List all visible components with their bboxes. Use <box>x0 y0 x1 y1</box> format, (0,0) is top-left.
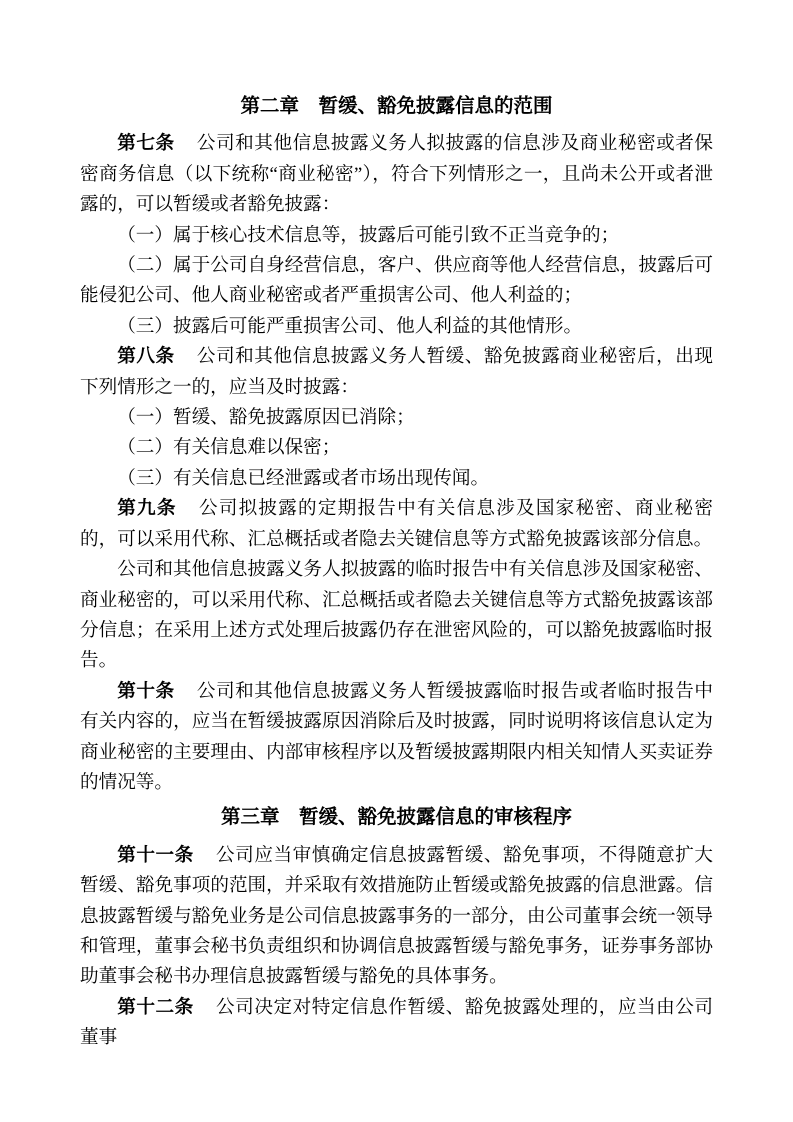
article-7-item-3: （三）披露后可能严重损害公司、他人利益的其他情形。 <box>117 315 583 337</box>
article-11-paragraph <box>80 841 713 993</box>
chapter-2-title: 暂缓、豁免披露信息的范围 <box>318 96 553 117</box>
chapter-2-heading <box>80 92 713 122</box>
article-11-text: 公司应当审慎确定信息披露暂缓、豁免事项，不得随意扩大暂缓、豁免事项的范围，并采取有效措施防止暂缓或豁免披露的信息泄露。信息披露暂缓与豁免业务是公司信息披露事务的一部分，由公司董事会统一领导和管理，董事会秘书负责组织和协调信息披露暂缓与豁免事务，证券事务部协助董事会秘书办理信息披露暂缓与豁免的具体事务。 <box>80 844 713 988</box>
chapter-3-heading <box>80 803 713 833</box>
chapter-2-number: 第二章 <box>240 96 299 117</box>
article-8-paragraph <box>80 342 713 403</box>
article-7-item-2: （二）属于公司自身经营信息，客户、供应商等他人经营信息，披露后可能侵犯公司、他人商业秘密或者严重损害公司、他人利益的； <box>80 255 713 307</box>
chapter-3-title: 暂缓、豁免披露信息的审核程序 <box>299 807 573 829</box>
article-9-paragraph-1 <box>80 494 713 555</box>
article-8-item-1: （一）暂缓、豁免披露原因已消除； <box>117 407 415 429</box>
article-8-item-3: （三）有关信息已经泄露或者市场出现传闻。 <box>117 467 490 489</box>
article-7-text: 公司和其他信息披露义务人拟披露的信息涉及商业秘密或者保密商务信息（以下统称“商业秘密”），符合下列情形之一，且尚未公开或者泄露的，可以暂缓或者豁免披露： <box>80 133 713 216</box>
article-12-label: 第十二条 <box>117 996 194 1018</box>
article-8-label: 第八条 <box>117 346 175 368</box>
article-12-text: 公司决定对特定信息作暂缓、豁免披露处理的，应当由公司董事 <box>80 996 713 1049</box>
article-8-item-2: （二）有关信息难以保密； <box>117 437 341 459</box>
article-9-label: 第九条 <box>117 498 177 520</box>
article-12-paragraph <box>80 993 713 1054</box>
article-10-label: 第十条 <box>117 680 175 702</box>
article-10-paragraph <box>80 677 713 799</box>
article-7-item-1: （一）属于核心技术信息等，披露后可能引致不正当竞争的； <box>117 224 620 246</box>
chapter-3-number: 第三章 <box>220 807 280 829</box>
article-9-text: 公司拟披露的定期报告中有关信息涉及国家秘密、商业秘密的，可以采用代称、汇总概括或者隐去关键信息等方式豁免披露该部分信息。 <box>80 498 713 550</box>
article-10-text: 公司和其他信息披露义务人暂缓披露临时报告或者临时报告中有关内容的，应当在暂缓披露原因消除后及时披露，同时说明将该信息认定为商业秘密的主要理由、内部审核程序以及暂缓披露期限内相关知情人买卖证券的情况等。 <box>80 680 713 793</box>
article-7-label: 第七条 <box>117 133 175 155</box>
article-7-paragraph <box>80 129 713 220</box>
article-8-text: 公司和其他信息披露义务人暂缓、豁免披露商业秘密后，出现下列情形之一的，应当及时披露： <box>80 346 713 398</box>
article-11-label: 第十一条 <box>117 844 194 866</box>
article-9-paragraph-2: 公司和其他信息披露义务人拟披露的临时报告中有关信息涉及国家秘密、商业秘密的，可以采用代称、汇总概括或者隐去关键信息等方式豁免披露该部分信息；在采用上述方式处理后披露仍存在泄密风险的，可以豁免披露临时报告。 <box>80 559 713 672</box>
